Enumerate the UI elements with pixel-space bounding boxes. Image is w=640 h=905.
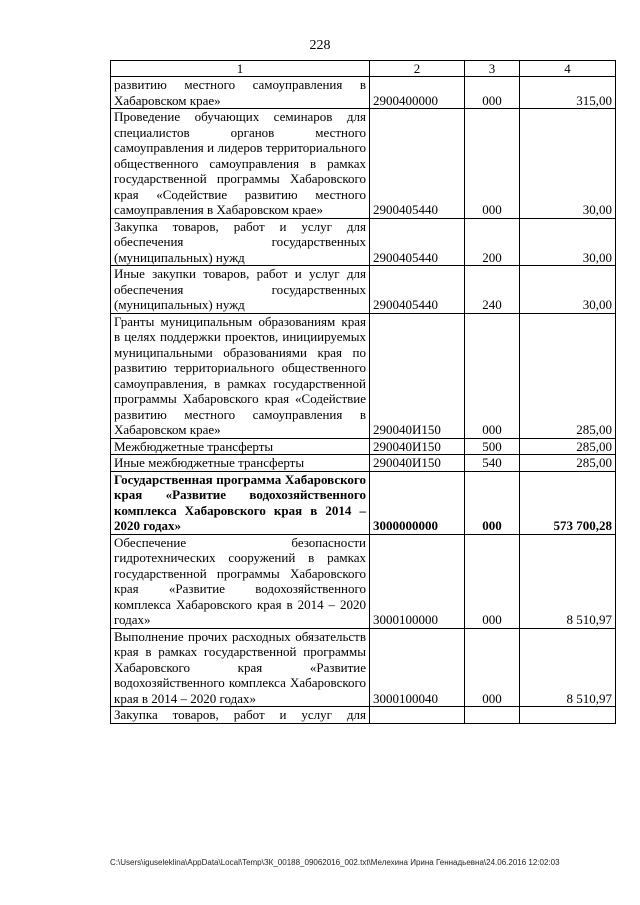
row-code (370, 707, 465, 724)
row-code: 3000000000 (370, 471, 465, 534)
row-name: Гранты муниципальным образованиям края в целях поддержки проектов, инициируемых муниципальными образованиями края по развитию территориального общественного самоуправления, в рамках государственной программы Хабаровского края «Содействие развитию местного самоуправления в Хабаровском крае» (111, 313, 370, 438)
table-row (111, 628, 616, 707)
row-code: 2900400000 (370, 77, 465, 109)
row-name: Проведение обучающих семинаров для специалистов органов местного самоуправления и лидеров территориального общественного самоуправления в рамках государственной программы Хабаровского края «Содействие развитию местного самоуправления в Хабаровском крае» (111, 109, 370, 219)
row-vr: 000 (465, 628, 520, 707)
table-row (111, 313, 616, 438)
row-amount: 285,00 (520, 313, 616, 438)
row-code: 2900405440 (370, 266, 465, 314)
row-name: развитию местного самоуправления в Хабаровском крае» (111, 77, 370, 109)
row-amount: 573 700,28 (520, 471, 616, 534)
header-col-2: 2 (370, 61, 465, 77)
header-col-1: 1 (111, 61, 370, 77)
table-row (111, 218, 616, 266)
row-code: 290040И150 (370, 455, 465, 472)
row-code: 2900405440 (370, 109, 465, 219)
table-row (111, 534, 616, 628)
table-row (111, 77, 616, 109)
header-col-4: 4 (520, 61, 616, 77)
row-name: Государственная программа Хабаровского края «Развитие водохозяйственного комплекса Хабаровского края в 2014 – 2020 годах» (111, 471, 370, 534)
table-row (111, 455, 616, 472)
row-vr: 000 (465, 471, 520, 534)
row-vr: 540 (465, 455, 520, 472)
row-vr (465, 707, 520, 724)
row-amount: 315,00 (520, 77, 616, 109)
row-code: 3000100040 (370, 628, 465, 707)
row-name: Закупка товаров, работ и услуг для (111, 707, 370, 724)
row-name: Закупка товаров, работ и услуг для обеспечения государственных (муниципальных) нужд (111, 218, 370, 266)
row-vr: 000 (465, 313, 520, 438)
row-code: 2900405440 (370, 218, 465, 266)
row-amount: 8 510,97 (520, 628, 616, 707)
table-row-program (111, 471, 616, 534)
row-name: Выполнение прочих расходных обязательств края в рамках государственной программы Хабаровского края «Развитие водохозяйственного комплекса Хабаровского края в 2014 – 2020 годах» (111, 628, 370, 707)
table-row (111, 438, 616, 455)
header-col-3: 3 (465, 61, 520, 77)
row-vr: 000 (465, 534, 520, 628)
table-row (111, 109, 616, 219)
row-name: Межбюджетные трансферты (111, 438, 370, 455)
row-amount: 285,00 (520, 455, 616, 472)
row-name: Обеспечение безопасности гидротехнических сооружений в рамках государственной программы Хабаровского края «Развитие водохозяйственного комплекса Хабаровского края в 2014 – 2020 годах» (111, 534, 370, 628)
table-row (111, 266, 616, 314)
row-vr: 000 (465, 77, 520, 109)
row-name: Иные межбюджетные трансферты (111, 455, 370, 472)
row-amount (520, 707, 616, 724)
table-header-row (111, 61, 616, 77)
table-row (111, 707, 616, 724)
page-number: 228 (309, 38, 331, 53)
footer-file-path: C:\Users\iguseleklina\AppData\Local\Temp\ЗК_00188_09062016_002.txt\Мелехина Ирина Геннадьевна\24.06.2016 12:02:03 (110, 858, 560, 867)
row-amount: 285,00 (520, 438, 616, 455)
budget-table (110, 60, 616, 724)
row-code: 3000100000 (370, 534, 465, 628)
row-amount: 30,00 (520, 266, 616, 314)
row-amount: 8 510,97 (520, 534, 616, 628)
row-amount: 30,00 (520, 109, 616, 219)
row-vr: 200 (465, 218, 520, 266)
row-code: 290040И150 (370, 438, 465, 455)
row-vr: 500 (465, 438, 520, 455)
row-vr: 000 (465, 109, 520, 219)
row-vr: 240 (465, 266, 520, 314)
row-name: Иные закупки товаров, работ и услуг для обеспечения государственных (муниципальных) нужд (111, 266, 370, 314)
row-amount: 30,00 (520, 218, 616, 266)
row-code: 290040И150 (370, 313, 465, 438)
